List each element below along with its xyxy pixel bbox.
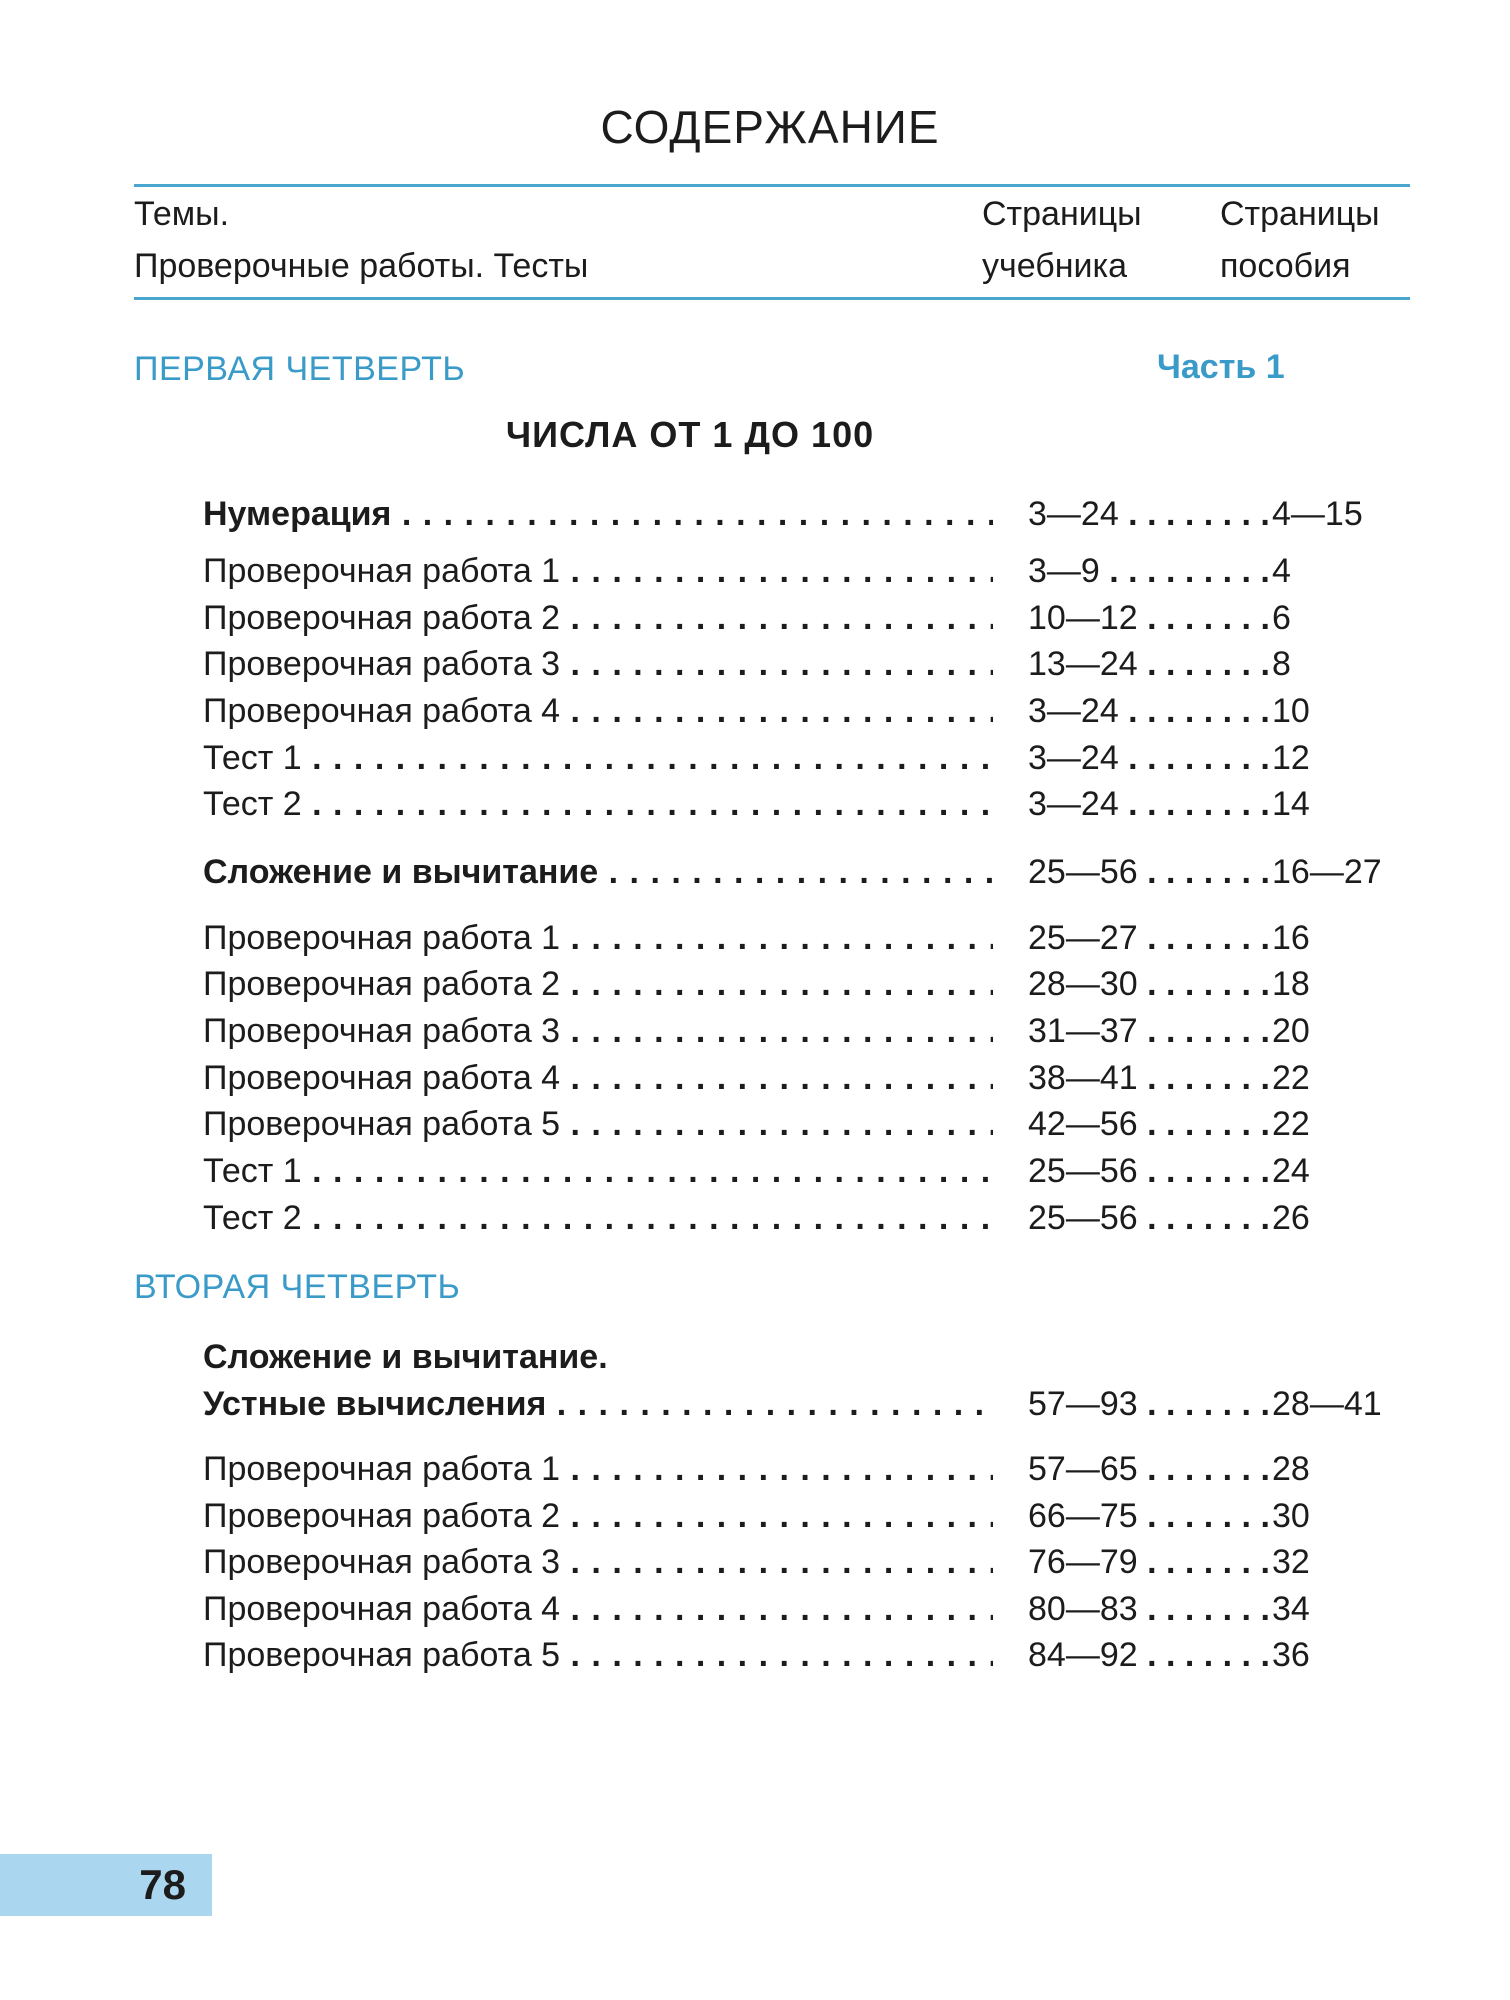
toc-guide-pages: 8 bbox=[1268, 641, 1462, 687]
toc-guide-pages: 10 bbox=[1268, 688, 1462, 734]
toc-textbook-pages: 66—75 . . . bbox=[1028, 1493, 1438, 1539]
quarter-heading-second: ВТОРАЯ ЧЕТВЕРТЬ bbox=[134, 1268, 461, 1306]
header-top-rule bbox=[134, 184, 1410, 187]
toc-title: Нумерация . . . bbox=[203, 491, 993, 537]
toc-title: Проверочная работа 1 . . . bbox=[203, 915, 993, 961]
toc-row bbox=[203, 915, 1403, 961]
toc-row bbox=[203, 961, 1403, 1007]
header-bottom-rule bbox=[134, 297, 1410, 300]
toc-title: Проверочная работа 2 . . . bbox=[203, 1493, 993, 1539]
toc-title: Проверочная работа 5 . . . bbox=[203, 1632, 993, 1678]
toc-row bbox=[203, 1055, 1403, 1101]
toc-heading-line1 bbox=[203, 1334, 1403, 1380]
header-col-topics-line1: Темы. bbox=[134, 195, 230, 233]
toc-title: Проверочная работа 3 . . . bbox=[203, 641, 993, 687]
toc-title: Тест 2 . . . bbox=[203, 1195, 993, 1241]
toc-row bbox=[203, 781, 1403, 827]
header-col-topics-line2: Проверочные работы. Тесты bbox=[134, 247, 589, 285]
toc-textbook-pages: 57—65 . . . bbox=[1028, 1446, 1438, 1492]
page-title: СОДЕРЖАНИЕ bbox=[600, 101, 940, 153]
toc-guide-pages: 16—27 bbox=[1268, 849, 1462, 895]
toc-row bbox=[203, 595, 1403, 641]
toc-title: Тест 1 . . . bbox=[203, 735, 993, 781]
toc-textbook-pages: 10—12 . . . bbox=[1028, 595, 1438, 641]
toc-guide-pages: 14 bbox=[1268, 781, 1462, 827]
header-col-guide-line2: пособия bbox=[1220, 247, 1351, 285]
toc-guide-pages: 22 bbox=[1268, 1101, 1462, 1147]
toc-guide-pages: 28—41 bbox=[1268, 1381, 1462, 1427]
toc-guide-pages: 6 bbox=[1268, 595, 1462, 641]
toc-guide-pages: 16 bbox=[1268, 915, 1462, 961]
toc-textbook-pages: 80—83 . . . bbox=[1028, 1586, 1438, 1632]
toc-guide-pages: 4 bbox=[1268, 548, 1462, 594]
toc-guide-pages: 36 bbox=[1268, 1632, 1462, 1678]
header-col-topics bbox=[134, 188, 588, 292]
toc-guide-pages: 24 bbox=[1268, 1148, 1462, 1194]
toc-row bbox=[203, 548, 1403, 594]
toc-textbook-pages: 28—30 . . . bbox=[1028, 961, 1438, 1007]
toc-row bbox=[203, 1148, 1403, 1194]
toc-row bbox=[203, 1493, 1403, 1539]
toc-row bbox=[203, 1632, 1403, 1678]
toc-row bbox=[203, 1539, 1403, 1585]
toc-row bbox=[203, 1195, 1403, 1241]
toc-guide-pages: 22 bbox=[1268, 1055, 1462, 1101]
toc-title: Сложение и вычитание . . . bbox=[203, 849, 993, 895]
toc-row bbox=[203, 1446, 1403, 1492]
part-label: Часть 1 bbox=[1157, 348, 1285, 386]
toc-textbook-pages: 25—56 . . . bbox=[1028, 849, 1438, 895]
toc-title: Проверочная работа 3 . . . bbox=[203, 1008, 993, 1054]
toc-textbook-pages: 31—37 . . . bbox=[1028, 1008, 1438, 1054]
toc-textbook-pages: 25—56 . . . bbox=[1028, 1148, 1438, 1194]
toc-textbook-pages: 3—24 . . . bbox=[1028, 735, 1438, 781]
header-col-textbook-line1: Страницы bbox=[982, 195, 1142, 233]
toc-guide-pages: 4—15 bbox=[1268, 491, 1462, 537]
toc-textbook-pages: 3—24 . . . bbox=[1028, 688, 1438, 734]
toc-guide-pages: 30 bbox=[1268, 1493, 1462, 1539]
toc-title: Проверочная работа 1 . . . bbox=[203, 1446, 993, 1492]
toc-row bbox=[203, 641, 1403, 687]
toc-title: Проверочная работа 4 . . . bbox=[203, 1586, 993, 1632]
toc-guide-pages: 20 bbox=[1268, 1008, 1462, 1054]
header-col-guide-pages bbox=[1220, 188, 1380, 292]
toc-textbook-pages: 38—41 . . . bbox=[1028, 1055, 1438, 1101]
toc-textbook-pages: 25—56 . . . bbox=[1028, 1195, 1438, 1241]
toc-title: Тест 2 . . . bbox=[203, 781, 993, 827]
toc-guide-pages: 12 bbox=[1268, 735, 1462, 781]
toc-row bbox=[203, 735, 1403, 781]
toc-title: Проверочная работа 4 . . . bbox=[203, 1055, 993, 1101]
toc-row bbox=[203, 1008, 1403, 1054]
toc-guide-pages: 28 bbox=[1268, 1446, 1462, 1492]
quarter-heading-first: ПЕРВАЯ ЧЕТВЕРТЬ bbox=[134, 350, 466, 388]
toc-row bbox=[203, 1586, 1403, 1632]
toc-title: Проверочная работа 2 . . . bbox=[203, 961, 993, 1007]
toc-guide-pages: 32 bbox=[1268, 1539, 1462, 1585]
toc-guide-pages: 34 bbox=[1268, 1586, 1462, 1632]
toc-title: Устные вычисления . . . bbox=[203, 1381, 993, 1427]
toc-title: Сложение и вычитание. bbox=[203, 1338, 608, 1376]
toc-textbook-pages: 3—9 . . . bbox=[1028, 548, 1438, 594]
toc-textbook-pages: 3—24 . . . bbox=[1028, 781, 1438, 827]
page-number: 78 bbox=[0, 1854, 212, 1916]
toc-textbook-pages: 25—27 . . . bbox=[1028, 915, 1438, 961]
toc-textbook-pages: 76—79 . . . bbox=[1028, 1539, 1438, 1585]
toc-row bbox=[203, 688, 1403, 734]
toc-heading-oral-calculations bbox=[203, 1381, 1403, 1427]
toc-row bbox=[203, 1101, 1403, 1147]
toc-title: Проверочная работа 3 . . . bbox=[203, 1539, 993, 1585]
header-col-guide-line1: Страницы bbox=[1220, 195, 1380, 233]
toc-title: Проверочная работа 5 . . . bbox=[203, 1101, 993, 1147]
header-col-textbook-pages bbox=[982, 188, 1142, 292]
toc-title: Проверочная работа 4 . . . bbox=[203, 688, 993, 734]
toc-textbook-pages: 57—93 . . . bbox=[1028, 1381, 1438, 1427]
toc-guide-pages: 18 bbox=[1268, 961, 1462, 1007]
toc-title: Проверочная работа 1 . . . bbox=[203, 548, 993, 594]
header-col-textbook-line2: учебника bbox=[982, 247, 1128, 285]
toc-textbook-pages: 3—24 . . . bbox=[1028, 491, 1438, 537]
toc-heading-addition-subtraction bbox=[203, 849, 1403, 895]
toc-textbook-pages: 84—92 . . . bbox=[1028, 1632, 1438, 1678]
toc-textbook-pages: 13—24 . . . bbox=[1028, 641, 1438, 687]
toc-title: Проверочная работа 2 . . . bbox=[203, 595, 993, 641]
toc-title: Тест 1 . . . bbox=[203, 1148, 993, 1194]
toc-guide-pages: 26 bbox=[1268, 1195, 1462, 1241]
toc-textbook-pages: 42—56 . . . bbox=[1028, 1101, 1438, 1147]
section-title: ЧИСЛА ОТ 1 ДО 100 bbox=[505, 414, 875, 455]
toc-heading-numeration bbox=[203, 491, 1403, 537]
